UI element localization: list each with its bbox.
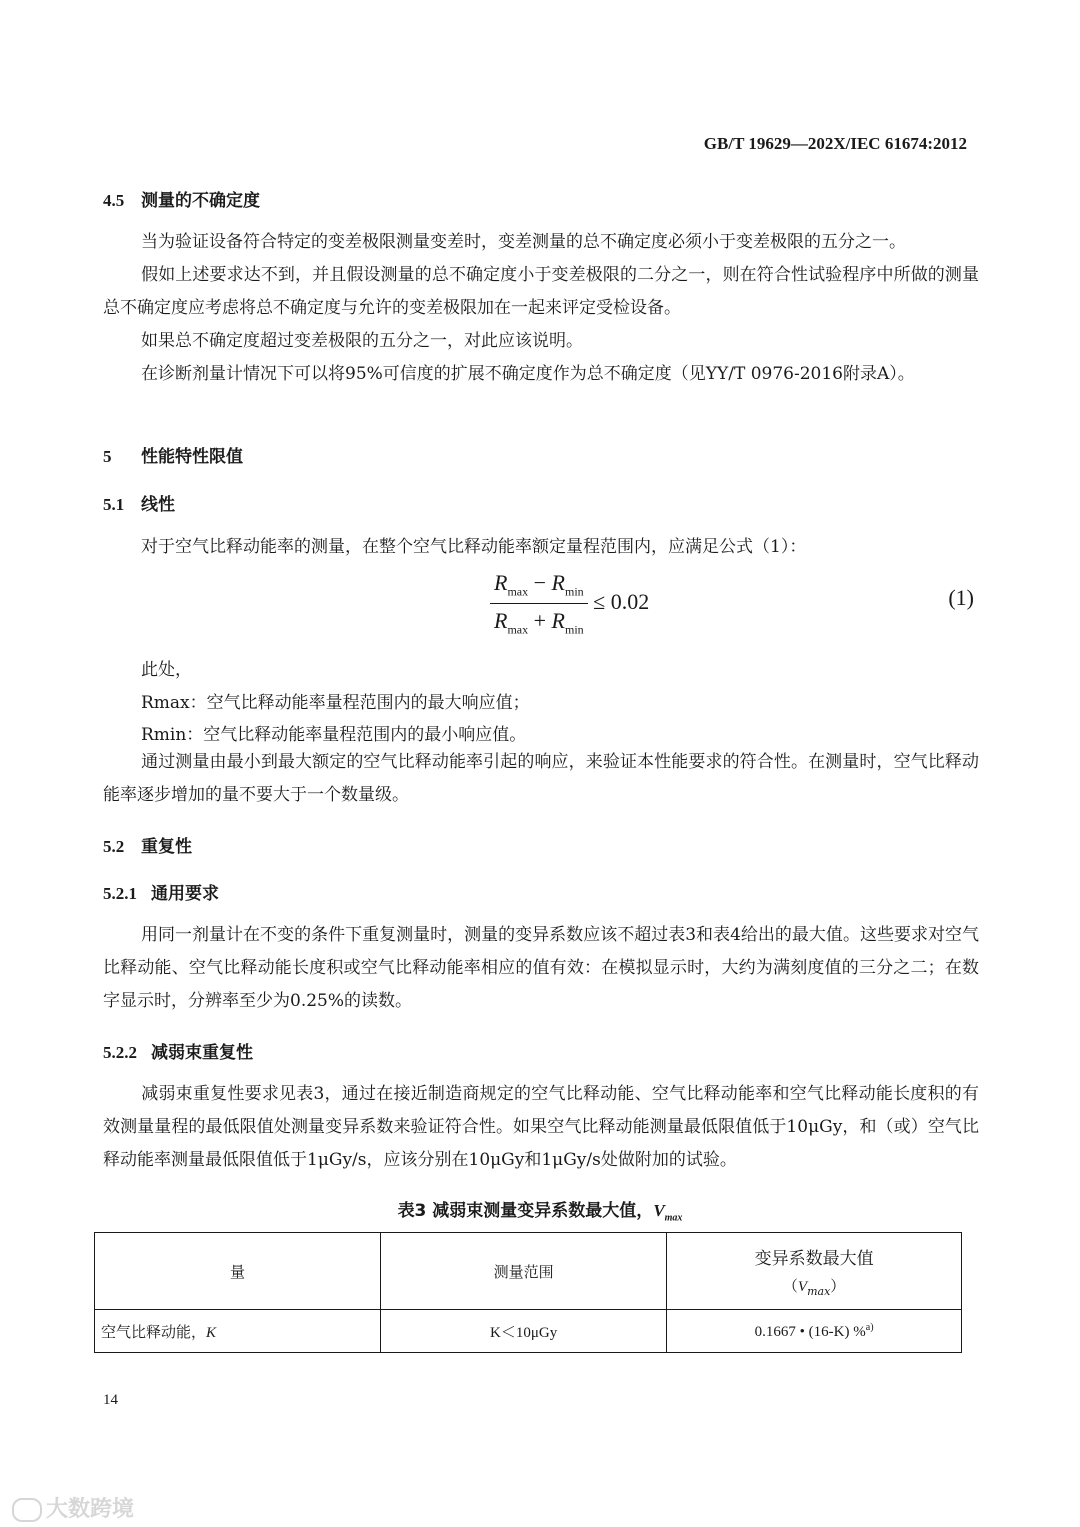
paragraph-text: 假如上述要求达不到，并且假设测量的总不确定度小于变差极限的二分之一，则在符合性试验程序中所做的测量总不确定度应考虑将总不确定度与允许的变差极限加在一起来评定受检设备。 xyxy=(103,265,979,318)
paragraph-text: 当为验证设备符合特定的变差极限测量变差时，变差测量的总不确定度必须小于变差极限的五分之一。 xyxy=(141,232,906,252)
where-text: 此处， xyxy=(141,660,192,680)
paragraph-text: 在诊断剂量计情况下可以将95%可信度的扩展不确定度作为总不确定度（见YY/T 0976-2016附录A）。 xyxy=(141,364,915,384)
section-title: 性能特性限值 xyxy=(141,447,243,467)
section-heading-5-2 xyxy=(103,832,192,857)
table-caption xyxy=(0,1196,1080,1223)
table-header-quantity: 量 xyxy=(95,1233,381,1310)
section-title: 重复性 xyxy=(141,837,192,857)
paragraph-text: 通过测量由最小到最大额定的空气比释动能率引起的响应，来验证本性能要求的符合性。在测量时，空气比释动能率逐步增加的量不要大于一个数量级。 xyxy=(103,752,979,805)
table-row xyxy=(95,1310,962,1353)
document-header: GB/T 19629—202X/IEC 61674:2012 xyxy=(703,134,967,153)
section-title: 线性 xyxy=(141,495,175,515)
caption-symbol: V xyxy=(653,1201,665,1220)
paragraph xyxy=(103,919,979,1018)
formula-rhs: ≤ 0.02 xyxy=(593,588,650,614)
formula-denominator: $R_{max} + R_{min}$ xyxy=(494,608,584,637)
paragraph xyxy=(103,1078,979,1177)
section-number: 5.2.2 xyxy=(103,1043,137,1062)
section-title: 减弱束重复性 xyxy=(151,1043,253,1063)
paragraph xyxy=(103,259,979,325)
table-3 xyxy=(94,1232,962,1353)
watermark xyxy=(12,1492,134,1523)
section-number: 5 xyxy=(103,447,112,466)
caption-subscript: max xyxy=(664,1212,683,1224)
section-heading-5 xyxy=(103,442,243,467)
watermark-logo-icon xyxy=(12,1498,42,1522)
table-header-row xyxy=(95,1233,962,1310)
formula-fraction xyxy=(490,570,588,638)
definition-rmax: Rmax：空气比释动能率量程范围内的最大响应值； xyxy=(141,693,530,713)
section-number: 4.5 xyxy=(103,191,125,210)
section-heading-5-2-1 xyxy=(103,879,219,904)
section-title: 通用要求 xyxy=(151,884,219,904)
table-header-max-cv xyxy=(667,1233,962,1310)
definition-rmin: Rmin：空气比释动能率量程范围内的最小响应值。 xyxy=(141,725,527,745)
paragraph xyxy=(103,531,979,564)
table-header-range: 测量范围 xyxy=(381,1233,667,1310)
paragraph xyxy=(103,325,979,358)
formula-numerator: $R_{max} - R_{min}$ xyxy=(490,570,588,604)
section-heading-4-5 xyxy=(103,186,260,211)
paragraph-text: 对于空气比释动能率的测量，在整个空气比释动能率额定量程范围内，应满足公式（1）： xyxy=(141,537,807,557)
table-cell-quantity: 空气比释动能，K xyxy=(95,1310,381,1353)
paragraph xyxy=(103,358,979,391)
section-heading-5-2-2 xyxy=(103,1038,253,1063)
formula-1 xyxy=(490,570,649,638)
paragraph-text: 如果总不确定度超过变差极限的五分之一，对此应该说明。 xyxy=(141,331,583,351)
page-number: 14 xyxy=(103,1392,118,1408)
paragraph-text: 减弱束重复性要求见表3，通过在接近制造商规定的空气比释动能、空气比释动能率和空气比释动能长度积的有效测量量程的最低限值处测量变异系数来验证符合性。如果空气比释动能测量最低限值低于10μGy，和（或）空气比释动能率测量最低限值低于1μGy/s，应该分别在10μGy和1μGy/s处做附加的试验。 xyxy=(103,1084,979,1170)
footnote-marker: a) xyxy=(865,1321,874,1333)
section-heading-5-1 xyxy=(103,490,175,515)
table-cell-value: 0.1667 • (16-K) %$^{a)}$ xyxy=(667,1310,962,1353)
caption-text: 表3 减弱束测量变异系数最大值， xyxy=(397,1201,654,1221)
header-symbol: $(V_{max})$ xyxy=(782,1277,846,1298)
section-number: 5.2 xyxy=(103,837,125,856)
table-cell-range: K＜10μGy xyxy=(381,1310,667,1353)
equation-number: (1) xyxy=(948,585,974,610)
section-number: 5.1 xyxy=(103,495,125,514)
section-title: 测量的不确定度 xyxy=(141,191,260,211)
watermark-text: 大数跨境 xyxy=(46,1497,135,1522)
section-number: 5.2.1 xyxy=(103,884,137,903)
paragraph xyxy=(103,226,979,259)
paragraph-text: 用同一剂量计在不变的条件下重复测量时，测量的变异系数应该不超过表3和表4给出的最大值。这些要求对空气比释动能、空气比释动能长度积或空气比释动能率相应的值有效：在模拟显示时，大约为满刻度值的三分之二；在数字显示时，分辨率至少为0.25%的读数。 xyxy=(103,925,979,1011)
paragraph xyxy=(103,746,979,812)
header-line: 变异系数最大值 xyxy=(754,1249,874,1269)
